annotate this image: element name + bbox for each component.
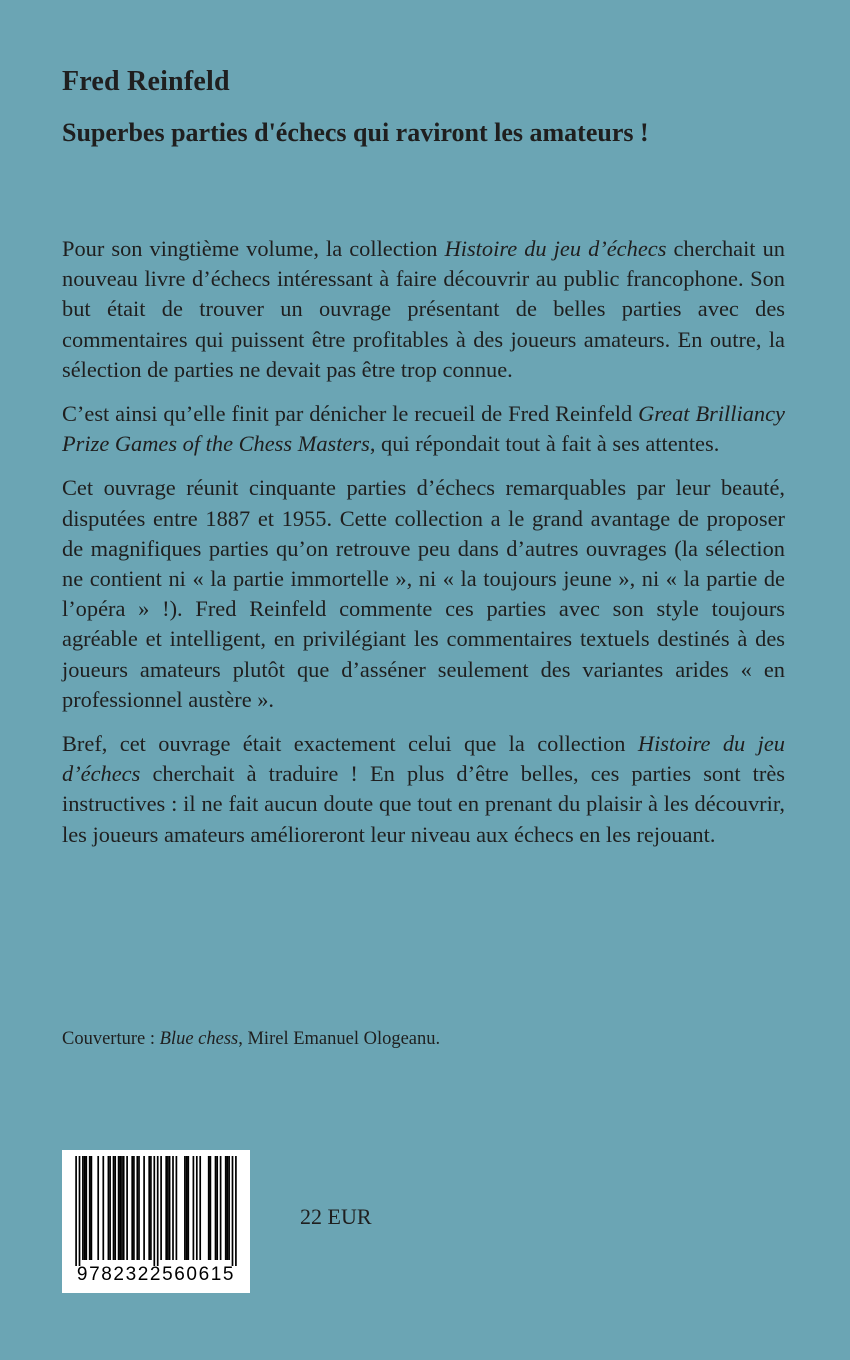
barcode-bar <box>89 1156 91 1260</box>
barcode-bar <box>138 1156 140 1260</box>
barcode-bar <box>85 1156 87 1260</box>
barcode-bar <box>176 1156 178 1260</box>
blurb <box>62 234 785 864</box>
barcode-bar <box>82 1156 84 1260</box>
barcode-bar <box>167 1156 169 1260</box>
barcode-bar <box>150 1156 152 1260</box>
barcode-bar <box>165 1156 167 1260</box>
barcode-bar <box>210 1156 212 1260</box>
barcode-bar <box>193 1156 195 1260</box>
barcode-bar <box>172 1156 174 1260</box>
barcode-bar <box>91 1156 93 1260</box>
isbn-barcode <box>62 1150 250 1293</box>
collection-title: Histoire du jeu d’échecs <box>62 731 785 787</box>
barcode-bar <box>215 1156 217 1260</box>
barcode-bar <box>118 1156 120 1260</box>
barcode-bar <box>123 1156 125 1260</box>
barcode-bar <box>208 1156 210 1260</box>
collection-title: Histoire du jeu d’échecs <box>444 236 667 261</box>
barcode-bar <box>121 1156 123 1260</box>
barcode-bar <box>109 1156 111 1260</box>
blurb-paragraph-4: Bref, cet ouvrage était exactement celui que la collection Histoire du jeu d’échecs cherchait à traduire ! En plus d’être belles, ces parties sont très instructives : il ne fait aucun doute que tout en prenant du plaisir à les découvrir, les joueurs amateurs amélioreront leur niveau aux échecs en les rejouant. <box>62 731 785 847</box>
barcode-bar <box>235 1156 237 1266</box>
barcode-bar <box>157 1156 159 1266</box>
author-name: Fred Reinfeld <box>62 66 230 97</box>
original-book-title: Great Brilliancy Prize Games of the Chess Masters <box>62 401 785 457</box>
barcode-bar <box>227 1156 229 1260</box>
barcode-bar <box>113 1156 115 1260</box>
barcode-bar <box>225 1156 227 1260</box>
barcode-bar <box>119 1156 121 1260</box>
barcode-bar <box>79 1156 81 1266</box>
barcode-bar <box>102 1156 104 1260</box>
barcode-bar <box>153 1156 155 1266</box>
blurb-paragraph-2: C’est ainsi qu’elle finit par dénicher le recueil de Fred Reinfeld Great Brilliancy Prize Games of the Chess Masters, qui répondait tout à fait à ses attentes. <box>62 401 785 457</box>
barcode-bar <box>97 1156 99 1260</box>
barcode-bar <box>160 1156 162 1260</box>
cover-credit: Couverture : Blue chess, Mirel Emanuel Ologeanu. <box>62 1029 441 1049</box>
blurb-paragraph-3: Cet ouvrage réunit cinquante parties d’échecs remarquables par leur beauté, disputées entre 1887 et 1955. Cette collection a le grand avantage de proposer de magnifiques parties qu’on retrouve peu dans d’autres ouvrages (la sélection ne contient ni « la partie immortelle », ni « la toujours jeune », ni « la partie de l’opéra » !). Fred Reinfeld commente ces parties avec son style toujours agréable et intelligent, en privilégiant les commentaires textuels destinés à des joueurs amateurs plutôt que d’asséner seulement des variantes arides « en professionnel austère ». <box>62 475 785 712</box>
barcode-bar <box>133 1156 135 1260</box>
book-subtitle: Superbes parties d'échecs qui raviront les amateurs ! <box>62 118 649 147</box>
barcode-bar <box>114 1156 116 1260</box>
barcode-bar <box>187 1156 189 1260</box>
blurb-paragraph-1: Pour son vingtième volume, la collection Histoire du jeu d’échecs cherchait un nouveau livre d’échecs intéressant à faire découvrir au public francophone. Son but était de trouver un ouvrage présentant de belles parties avec des commentaires qui puissent être profitables à des joueurs amateurs. En outre, la sélection de parties ne devait pas être trop connue. <box>62 236 785 382</box>
artwork-title: Blue chess <box>159 1029 239 1049</box>
price: 22 EUR <box>300 1204 372 1229</box>
barcode-bar <box>186 1156 188 1260</box>
barcode-bar <box>228 1156 230 1260</box>
barcode-bar <box>143 1156 145 1260</box>
barcode-bar <box>126 1156 128 1260</box>
barcode-bar <box>108 1156 110 1260</box>
barcode-bar <box>136 1156 138 1260</box>
barcode-bar <box>131 1156 133 1260</box>
barcode-bar <box>148 1156 150 1260</box>
barcode-bar <box>220 1156 222 1260</box>
barcode-bar <box>84 1156 86 1260</box>
barcode-bar <box>216 1156 218 1260</box>
barcode-bar <box>199 1156 201 1260</box>
barcode-bar <box>75 1156 77 1266</box>
barcode-bar <box>232 1156 234 1266</box>
barcode-bar <box>184 1156 186 1260</box>
barcode-bar <box>196 1156 198 1260</box>
isbn-number: 9782322560615 <box>76 1264 236 1285</box>
barcode-bar <box>169 1156 171 1260</box>
